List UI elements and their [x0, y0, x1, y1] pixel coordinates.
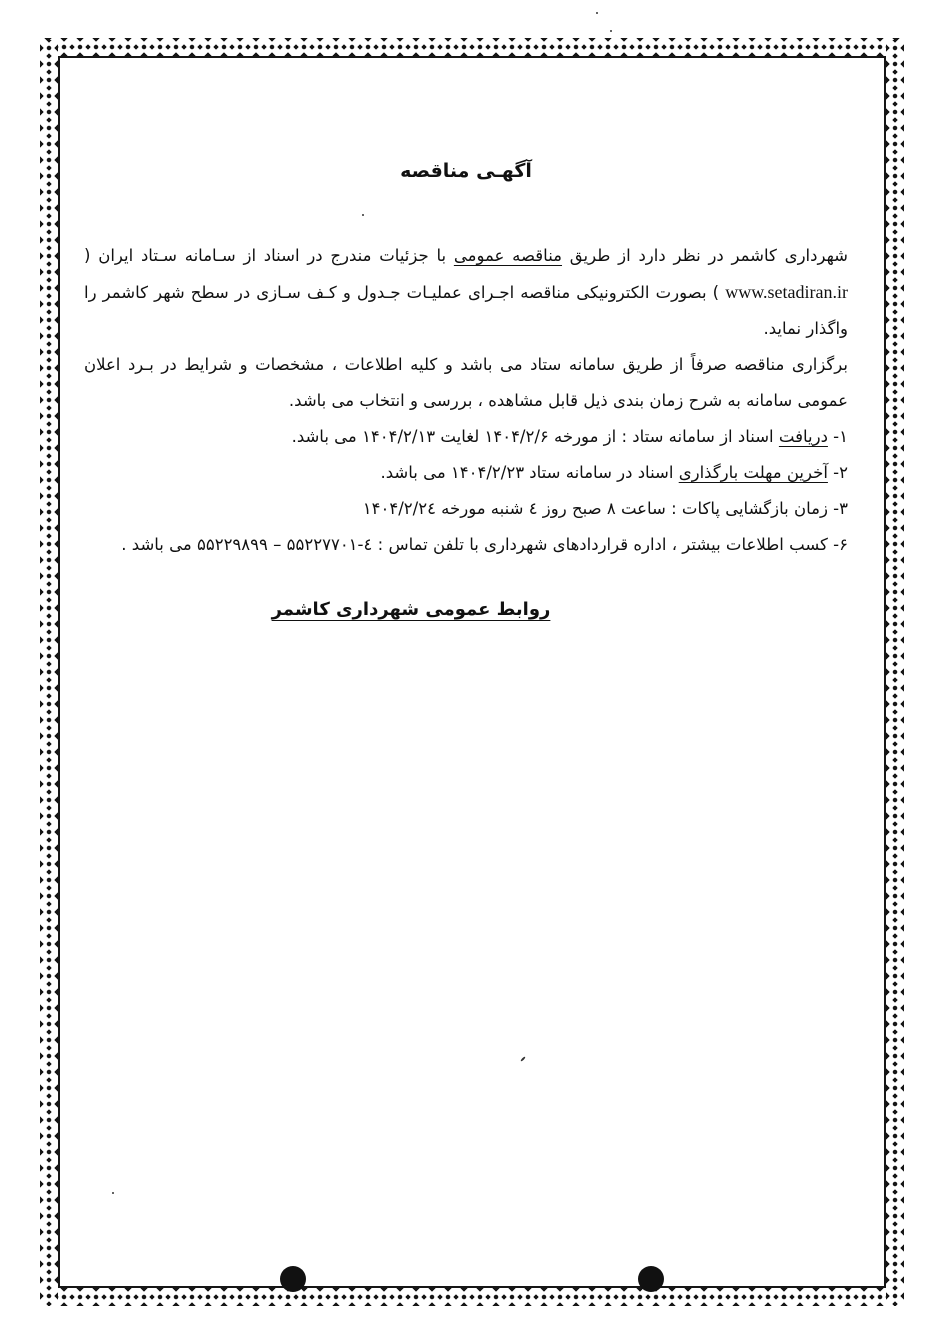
scan-speck — [596, 12, 598, 14]
item-text: ۶- کسب اطلاعات بیشتر ، اداره قراردادهای شهرداری با تلفن تماس : ٤-۵۵۲۲۷۷۰۱ – ۵۵۲۲۹۸۹۹ می باشد . — [121, 535, 848, 554]
schedule-item — [84, 419, 848, 455]
signature-text: روابط عمومی شهرداری کاشمر — [271, 599, 551, 620]
scan-speck — [610, 30, 612, 32]
tender-notice — [84, 160, 848, 620]
intro-paragraph — [84, 238, 848, 347]
website-text: www.setadiran.ir — [725, 282, 848, 302]
scan-speck — [112, 1192, 114, 1194]
border-pattern-left — [40, 40, 58, 1306]
item-underlined-text: آخرین مهلت بارگذاری — [678, 463, 828, 482]
intro-underlined-text: مناقصه عمومی — [453, 246, 563, 265]
item-number: ۲- — [827, 463, 848, 482]
punch-hole — [638, 1266, 664, 1292]
item-text: ۳- زمان بازگشایی پاکات : ساعت ۸ صبح روز ٤ شنبه مورخه ۱۴۰۴/۲/۲٤ — [362, 499, 848, 518]
intro-text: با جزئیات مندرج در اسناد از سـامانه سـتاد ایران ( — [84, 246, 454, 265]
item-number: ۱- — [827, 427, 848, 446]
punch-hole — [280, 1266, 306, 1292]
schedule-item — [84, 491, 848, 527]
item-text: اسناد در سامانه ستاد ۱۴۰۴/۲/۲۳ می باشد. — [380, 463, 679, 482]
signature — [84, 599, 848, 620]
intro-text: شهرداری کاشمر در نظر دارد از طریق — [562, 246, 848, 265]
schedule-item — [84, 455, 848, 491]
process-paragraph: برگزاری مناقصه صرفاً از طریق سامانه ستاد می باشد و کلیه اطلاعات ، مشخصات و شرایط در بـرد اعلان عمومی سامانه به شرح زمان بندی ذیل قابل مشاهده ، بررسی و انتخاب می باشد. — [84, 355, 848, 410]
border-pattern-right — [886, 40, 904, 1306]
border-pattern-bottom — [40, 1288, 904, 1306]
item-text: اسناد از سامانه ستاد : از مورخه ۱۴۰۴/۲/۶ لغایت ۱۴۰۴/۲/۱۳ می باشد. — [291, 427, 779, 446]
intro-text: ) بصورت الکترونیکی مناقصه اجـرای عملیـات جـدول و کـف سـازی در سطح شهر کاشمر را واگذار نماید. — [84, 283, 848, 338]
schedule-item — [84, 527, 848, 563]
notice-title: آگهـی مناقصه — [400, 160, 532, 182]
border-pattern-top — [40, 38, 904, 56]
item-underlined-text: دریافت — [778, 427, 828, 446]
